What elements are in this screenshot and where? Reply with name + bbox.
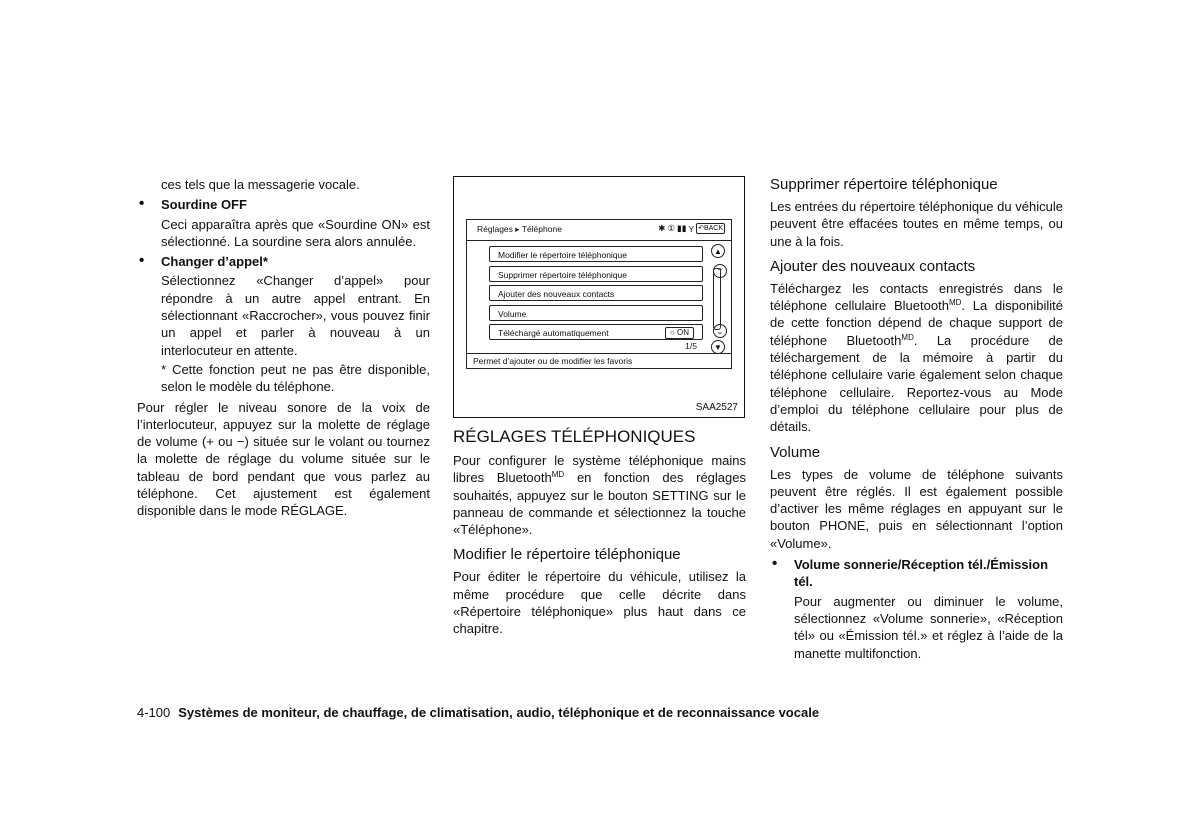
paragraph: Sélectionnez «Changer d’appel» pour répondre à un autre appel entrant. En sélectionnant «Raccrocher», vous pouvez finir un appel et parler à nouveau à un interlocuteur en attente.	[161, 273, 430, 358]
toggle-label: ON	[677, 328, 689, 338]
bullet-changer-appel: • Changer d’appel*	[137, 253, 430, 270]
breadcrumb: Réglages ▸ Téléphone	[477, 224, 562, 234]
page-footer	[137, 705, 819, 720]
scroll-down-icon[interactable]: ▼	[711, 340, 725, 354]
text-run: Pour configurer le système téléphonique mains libres Bluetooth	[453, 453, 746, 486]
scroll-up-icon[interactable]: ▲	[711, 244, 725, 258]
menu-item-telecharge[interactable]	[489, 324, 703, 340]
trademark-sup: MD	[551, 470, 565, 480]
footnote: * Cette fonction peut ne pas être disponible, selon le modèle du téléphone.	[161, 361, 430, 395]
screen-figure	[453, 176, 745, 418]
paragraph: ces tels que la messagerie vocale.	[161, 177, 360, 192]
settings-screen	[466, 219, 732, 369]
scroll-down-small-icon[interactable]: ⌄	[713, 324, 727, 338]
subsection-heading: Volume	[770, 443, 821, 461]
subsection-heading: Ajouter des nouveaux contacts	[770, 257, 976, 275]
paragraph: Les types de volume de téléphone suivants peuvent être réglés. Il est également possible d’activer les même réglages en appuyant sur le bouton PHONE, puis en sélectionnant l’option «Volume».	[770, 466, 1063, 551]
menu-item-modifier[interactable]: Modifier le répertoire téléphonique	[489, 246, 703, 262]
menu-item-volume[interactable]: Volume	[489, 305, 703, 321]
page-indicator: 1/5	[685, 341, 697, 351]
menu-item-label: Téléchargé automatiquement	[498, 328, 609, 339]
screen-hint: Permet d’ajouter ou de modifier les favoris	[467, 353, 731, 368]
trademark-sup: MD	[948, 298, 962, 308]
menu-item-ajouter[interactable]: Ajouter des nouveaux contacts	[489, 285, 703, 301]
figure-code: SAA2527	[695, 402, 738, 413]
paragraph	[453, 452, 746, 538]
left-column	[137, 176, 430, 520]
screen-header	[467, 220, 731, 241]
bullet-sourdine-off: • Sourdine OFF	[137, 196, 430, 213]
text-run: . La disponibilité de cette fonction dépend de chaque support de téléphone Bluetooth	[770, 298, 1063, 348]
auto-download-toggle[interactable]: ○ ON	[665, 327, 694, 339]
scrollbar[interactable]	[713, 268, 721, 330]
page-number: 4-100	[137, 705, 171, 720]
paragraph	[770, 280, 1063, 436]
chapter-title: Systèmes de moniteur, de chauffage, de climatisation, audio, téléphonique et de reconnaissance vocale	[178, 705, 820, 720]
text-run: Téléchargez les contacts enregistrés dans le téléphone cellulaire Bluetooth	[770, 280, 1063, 314]
section-heading: RÉGLAGES TÉLÉPHONIQUES	[453, 427, 696, 446]
middle-column	[453, 426, 746, 638]
antenna-icon: Y	[688, 223, 695, 234]
paragraph: Les entrées du répertoire téléphonique du véhicule peuvent être effacées toutes en même temps, ou une à la fois.	[770, 199, 1063, 249]
paragraph: Pour éditer le répertoire du véhicule, utilisez la même procédure que celle décrite dans «Répertoire téléphonique» plus haut dans ce chapitre.	[453, 569, 746, 637]
right-column	[770, 175, 1063, 662]
subsection-heading: Modifier le répertoire téléphonique	[453, 546, 681, 564]
status-icons	[658, 223, 725, 234]
paragraph: Pour régler le niveau sonore de la voix de l’interlocuteur, appuyez sur la molette de réglage de volume (+ ou −) située sur le volant ou tournez la molette de réglage du volume située sur le tableau de bord pendant que vous parlez au téléphone. Cet ajustement est également disponible dans le mode RÉGLAGE.	[137, 399, 430, 519]
text-run: . La procédure de téléchargement de la mémoire à partir du téléphone cellulaire varie également selon chaque téléphone cellulaire. Reportez-vous au Mode d’emploi du téléphone cellulaire pour plus de détails.	[770, 332, 1064, 435]
back-icon: ↶	[698, 225, 704, 232]
subsection-heading: Supprimer répertoire téléphonique	[770, 176, 998, 193]
settings-menu	[489, 246, 703, 344]
phone-status-icon: ①	[667, 223, 676, 233]
signal-bars-icon: ▮▮	[677, 223, 687, 233]
menu-item-supprimer[interactable]: Supprimer répertoire téléphonique	[489, 266, 703, 282]
bullet-volume: • Volume sonnerie/Réception tél./Émission tél.	[770, 556, 1063, 591]
scroll-up-small-icon[interactable]: ⌃	[713, 264, 727, 278]
text-run: en fonction des réglages souhaités, appuyez sur le bouton SETTING sur le panneau de commande et sélectionnez la touche «Téléphone».	[453, 470, 746, 538]
paragraph: Pour augmenter ou diminuer le volume, sélectionnez «Volume sonnerie», «Réception tél» ou «Émission tél.» et réglez à l’aide de la manette multifonction.	[794, 593, 1063, 661]
bluetooth-icon: ✱	[658, 223, 666, 233]
paragraph: Ceci apparaîtra après que «Sourdine ON» est sélectionné. La sourdine sera alors annulée.	[161, 216, 430, 249]
back-label: BACK	[703, 225, 723, 232]
back-button[interactable]	[696, 223, 725, 234]
trademark-sup: MD	[901, 332, 914, 342]
